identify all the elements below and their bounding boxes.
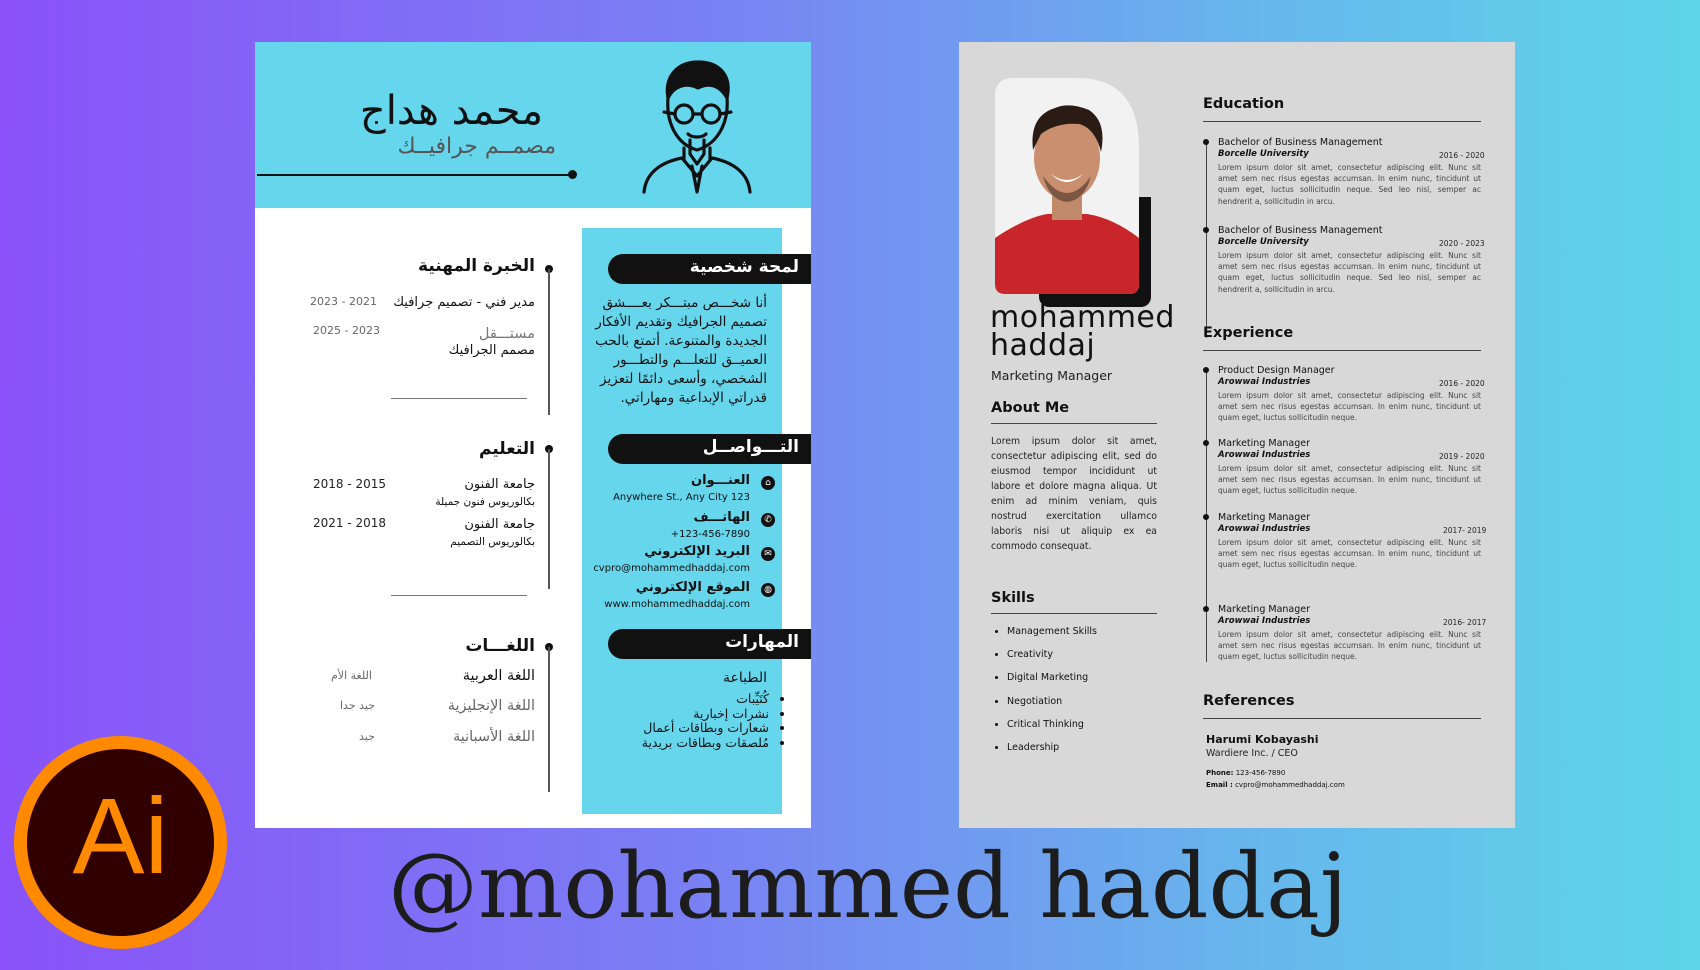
- full-name: [990, 300, 1175, 363]
- timeline-dot: [1203, 440, 1209, 446]
- education-subtitle: بكالوريوس فنون جميلة: [435, 496, 535, 508]
- timeline-line: [548, 449, 550, 589]
- skill-item: • Creativity: [1007, 649, 1163, 672]
- timeline-dot: [1203, 227, 1209, 233]
- english-cv-page: [959, 42, 1515, 828]
- education-description: Lorem ipsum dolor sit amet, consectetur adipiscing elit. Nunc sit amet sem nec risus egestas accumsan. In enim nunc, tincidunt ut quam eget, luctus sollicitudin neque. Sed leo nisl, semper ac hendrerit a, sollicitudin in arcu.: [1218, 251, 1481, 294]
- education-years: 2020 - 2023: [1439, 239, 1485, 248]
- experience-description: Lorem ipsum dolor sit amet, consectetur adipiscing elit. Nunc sit amet sem nec risus egestas accumsan. In enim nunc, tincidunt ut quam eget, luctus sollicitudin neque.: [1218, 391, 1481, 423]
- arabic-cv-page: [255, 42, 811, 828]
- avatar-icon: [640, 56, 755, 196]
- experience-date: 2023 - 2021: [310, 295, 377, 308]
- skills-heading: المهارات: [608, 629, 811, 659]
- author-handle: @mohammed haddaj: [388, 834, 1348, 939]
- skill-item: • مُلصقات وبطاقات بريدية: [585, 736, 769, 751]
- home-icon: ⌂: [761, 476, 775, 490]
- experience-description: Lorem ipsum dolor sit amet, consectetur adipiscing elit. Nunc sit amet sem nec risus egestas accumsan. In enim nunc, tincidunt ut quam eget, luctus sollicitudin neque.: [1218, 538, 1481, 570]
- phone-icon: ✆: [761, 513, 775, 527]
- education-heading: Education: [1203, 96, 1285, 112]
- contact-value: www.mohammedhaddaj.com: [604, 599, 750, 610]
- education-heading: التعليم: [479, 439, 535, 459]
- first-name: mohammed: [990, 300, 1175, 335]
- profile-photo: [995, 78, 1139, 294]
- section-divider: [391, 398, 527, 399]
- timeline-line: [548, 269, 550, 415]
- language-level: اللغة الأم: [331, 669, 372, 682]
- experience-title: Marketing Manager: [1218, 604, 1311, 615]
- experience-subtitle: مصمم الجرافيك: [448, 343, 535, 358]
- language-name: اللغة الأسبانية: [452, 729, 535, 745]
- phone-label: Phone:: [1206, 769, 1234, 777]
- education-rule: [1203, 121, 1481, 122]
- education-title: جامعة الفنون: [464, 517, 535, 532]
- email-label: Email :: [1206, 781, 1233, 789]
- about-rule: [991, 423, 1157, 424]
- language-name: اللغة الإنجليزية: [447, 698, 535, 714]
- education-degree: Bachelor of Business Management: [1218, 225, 1383, 236]
- education-subtitle: بكالوريوس التصميم: [450, 536, 535, 548]
- education-school: Borcelle University: [1218, 149, 1309, 159]
- contact-label: الموقع الإلكتروني: [635, 580, 750, 595]
- timeline-dot: [1203, 367, 1209, 373]
- experience-years: 2016- 2017: [1443, 618, 1487, 627]
- logo-text: Ai: [72, 775, 169, 896]
- contact-value: +123-456-7890: [670, 529, 750, 540]
- experience-description: Lorem ipsum dolor sit amet, consectetur adipiscing elit. Nunc sit amet sem nec risus egestas accumsan. In enim nunc, tincidunt ut quam eget, luctus sollicitudin neque.: [1218, 630, 1481, 662]
- contact-item: [585, 509, 785, 540]
- education-title: جامعة الفنون: [464, 477, 535, 492]
- experience-years: 2019 - 2020: [1439, 452, 1485, 461]
- timeline-dot: [1203, 514, 1209, 520]
- reference-phone: [1206, 769, 1285, 777]
- skill-item: • Critical Thinking: [1007, 719, 1163, 742]
- illustrator-logo: [14, 736, 227, 949]
- education-degree: Bachelor of Business Management: [1218, 137, 1383, 148]
- contact-item: [585, 472, 785, 503]
- education-years: 2016 - 2020: [1439, 151, 1485, 160]
- mail-icon: ✉: [761, 547, 775, 561]
- profile-heading: لمحة شخصية: [608, 254, 811, 284]
- experience-title: Marketing Manager: [1218, 438, 1311, 449]
- timeline-line: [1206, 142, 1207, 338]
- education-description: Lorem ipsum dolor sit amet, consectetur adipiscing elit. Nunc sit amet sem nec risus egestas accumsan. In enim nunc, tincidunt ut quam eget, luctus sollicitudin neque. Sed leo nisl, semper ac hendrerit a, sollicitudin in arcu.: [1218, 163, 1481, 206]
- references-heading: References: [1203, 693, 1295, 709]
- skills-heading: Skills: [991, 590, 1035, 606]
- section-divider: [391, 595, 527, 596]
- languages-heading: اللغـــات: [465, 636, 535, 656]
- education-school: Borcelle University: [1218, 237, 1309, 247]
- experience-company: Arowwai Industries: [1218, 377, 1311, 387]
- skill-item: • Negotiation: [1007, 696, 1163, 719]
- experience-company: Arowwai Industries: [1218, 450, 1311, 460]
- contact-item: [585, 579, 785, 610]
- experience-years: 2016 - 2020: [1439, 379, 1485, 388]
- skill-item: • نشرات إخبارية: [585, 707, 769, 722]
- experience-company: Arowwai Industries: [1218, 616, 1311, 626]
- profile-text: أنا شخـــص مبتـــكر بعــــشق تصميم الجرافيك وتقديم الأفكار الجديدة والمتنوعة. أتمتع بالحب العميــق للتعلـــم والتطـــور الشخصي، وأسعى دائمًا لتعزيز قدراتي الإبداعية ومهاراتي.: [595, 295, 767, 406]
- email-value: cvpro@mohammedhaddaj.com: [1235, 781, 1345, 789]
- last-name: haddaj: [990, 328, 1096, 363]
- skill-item: • Digital Marketing: [1007, 672, 1163, 695]
- contact-item: [585, 543, 785, 574]
- education-date: 2021 - 2018: [313, 516, 387, 530]
- phone-value: 123-456-7890: [1235, 769, 1286, 777]
- contact-heading: التـــواصــل: [608, 434, 811, 464]
- reference-name: Harumi Kobayashi: [1206, 733, 1319, 746]
- timeline-dot: [1203, 606, 1209, 612]
- skill-item: • كُتَيِّبات: [585, 692, 769, 707]
- skills-rule: [991, 613, 1157, 614]
- experience-heading: الخبرة المهنية: [418, 256, 535, 276]
- language-level: جيد: [359, 730, 375, 743]
- skills-list: [993, 626, 1163, 765]
- timeline-line: [548, 647, 550, 792]
- experience-date: 2025 - 2023: [313, 324, 380, 337]
- globe-icon: ◍: [761, 583, 775, 597]
- education-date: 2018 - 2015: [313, 477, 387, 491]
- contact-value: Anywhere St., Any City 123: [613, 492, 750, 503]
- about-heading: About Me: [991, 400, 1070, 416]
- header-underline-dot: [568, 170, 577, 179]
- contact-value: cvpro@mohammedhaddaj.com: [593, 563, 750, 574]
- arabic-cv-job-title: مصمــم جرافيــك: [397, 134, 556, 159]
- contact-label: العنـــوان: [690, 473, 750, 488]
- experience-title: مدير فني - تصميم جرافيك: [393, 295, 535, 310]
- references-rule: [1203, 718, 1481, 719]
- reference-company: Wardiere Inc. / CEO: [1206, 748, 1298, 759]
- experience-title: Product Design Manager: [1218, 365, 1335, 376]
- about-text: Lorem ipsum dolor sit amet, consectetur adipiscing elit, sed do eiusmod tempor incididunt ut labore et dolore magna aliqua. Ut enim ad minim veniam, quis nostrud exercitation ullamco laboris nisi ut aliquip ex ea commodo consequat.: [991, 436, 1157, 552]
- experience-title: Marketing Manager: [1218, 512, 1311, 523]
- reference-email: [1206, 781, 1345, 789]
- experience-heading: Experience: [1203, 325, 1294, 341]
- header-underline: [257, 174, 573, 176]
- experience-description: Lorem ipsum dolor sit amet, consectetur adipiscing elit. Nunc sit amet sem nec risus egestas accumsan. In enim nunc, tincidunt ut quam eget, luctus sollicitudin neque.: [1218, 464, 1481, 496]
- experience-years: 2017- 2019: [1443, 526, 1487, 535]
- skill-item: • Leadership: [1007, 742, 1163, 765]
- language-name: اللغة العربية: [462, 668, 535, 684]
- contact-label: الهاتـــف: [693, 510, 750, 525]
- role-title: Marketing Manager: [991, 368, 1113, 383]
- arabic-cv-name: محمد هداج: [359, 88, 543, 134]
- experience-rule: [1203, 350, 1481, 351]
- contact-label: البريد الإلكتروني: [644, 544, 750, 559]
- skill-item: • Management Skills: [1007, 626, 1163, 649]
- skills-group-title: الطباعة: [723, 670, 767, 686]
- skill-item: • شعارات وبطاقات أعمال: [585, 721, 769, 736]
- timeline-dot: [1203, 139, 1209, 145]
- language-level: جيد جدا: [340, 699, 376, 712]
- experience-title: مستـــقل: [478, 326, 535, 342]
- experience-company: Arowwai Industries: [1218, 524, 1311, 534]
- skills-list: [585, 692, 785, 750]
